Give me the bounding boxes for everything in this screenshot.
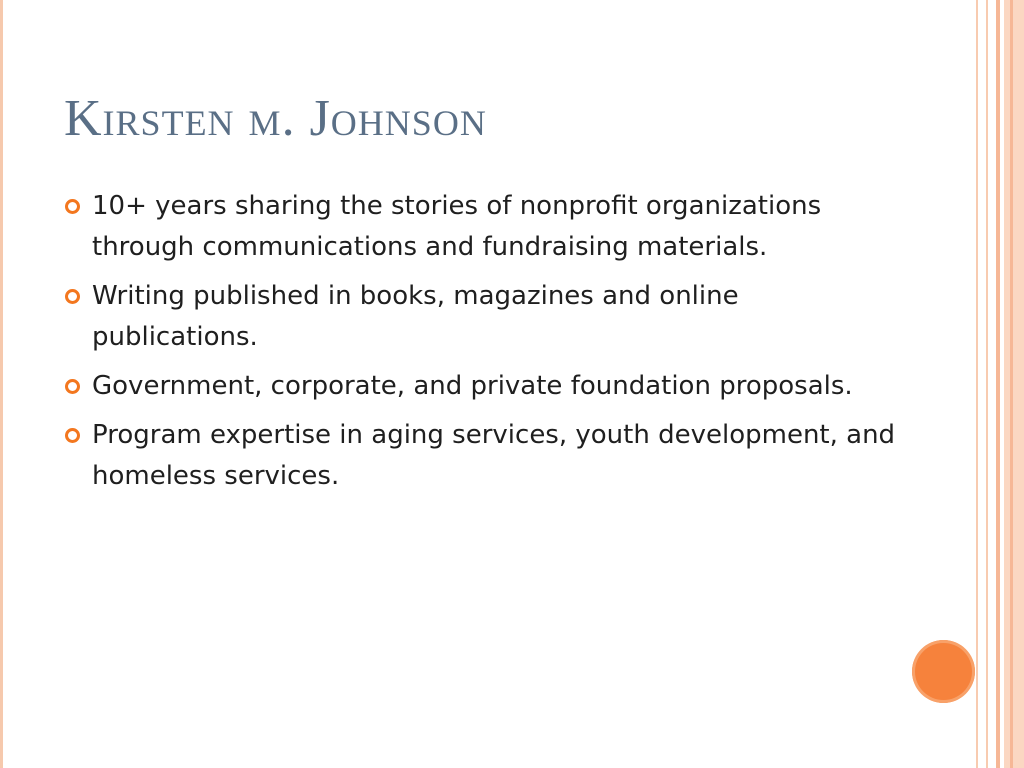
bullet-text: 10+ years sharing the stories of nonprofit organizations through communications and fundraising materials. [92,191,822,262]
bullet-text: Writing published in books, magazines and online publications. [92,281,739,352]
bullet-text: Program expertise in aging services, youth development, and homeless services. [92,420,896,491]
bullet-item [62,366,902,407]
bullet-list [62,186,902,505]
left-border [0,0,3,768]
stripe [986,0,988,768]
bullet-item [62,276,902,358]
bullet-ring-icon [65,428,80,443]
orange-circle-icon [912,640,975,703]
bullet-ring-icon [65,199,80,214]
bullet-item [62,186,902,268]
bullet-text: Government, corporate, and private foundation proposals. [92,371,853,401]
stripe [996,0,1000,768]
stripe [1004,0,1024,768]
bullet-ring-icon [65,289,80,304]
slide-title: Kirsten m. Johnson [64,90,487,147]
bullet-ring-icon [65,379,80,394]
right-decorative-stripes [976,0,1024,768]
bullet-item [62,415,902,497]
stripe [1010,0,1013,768]
stripe [976,0,978,768]
